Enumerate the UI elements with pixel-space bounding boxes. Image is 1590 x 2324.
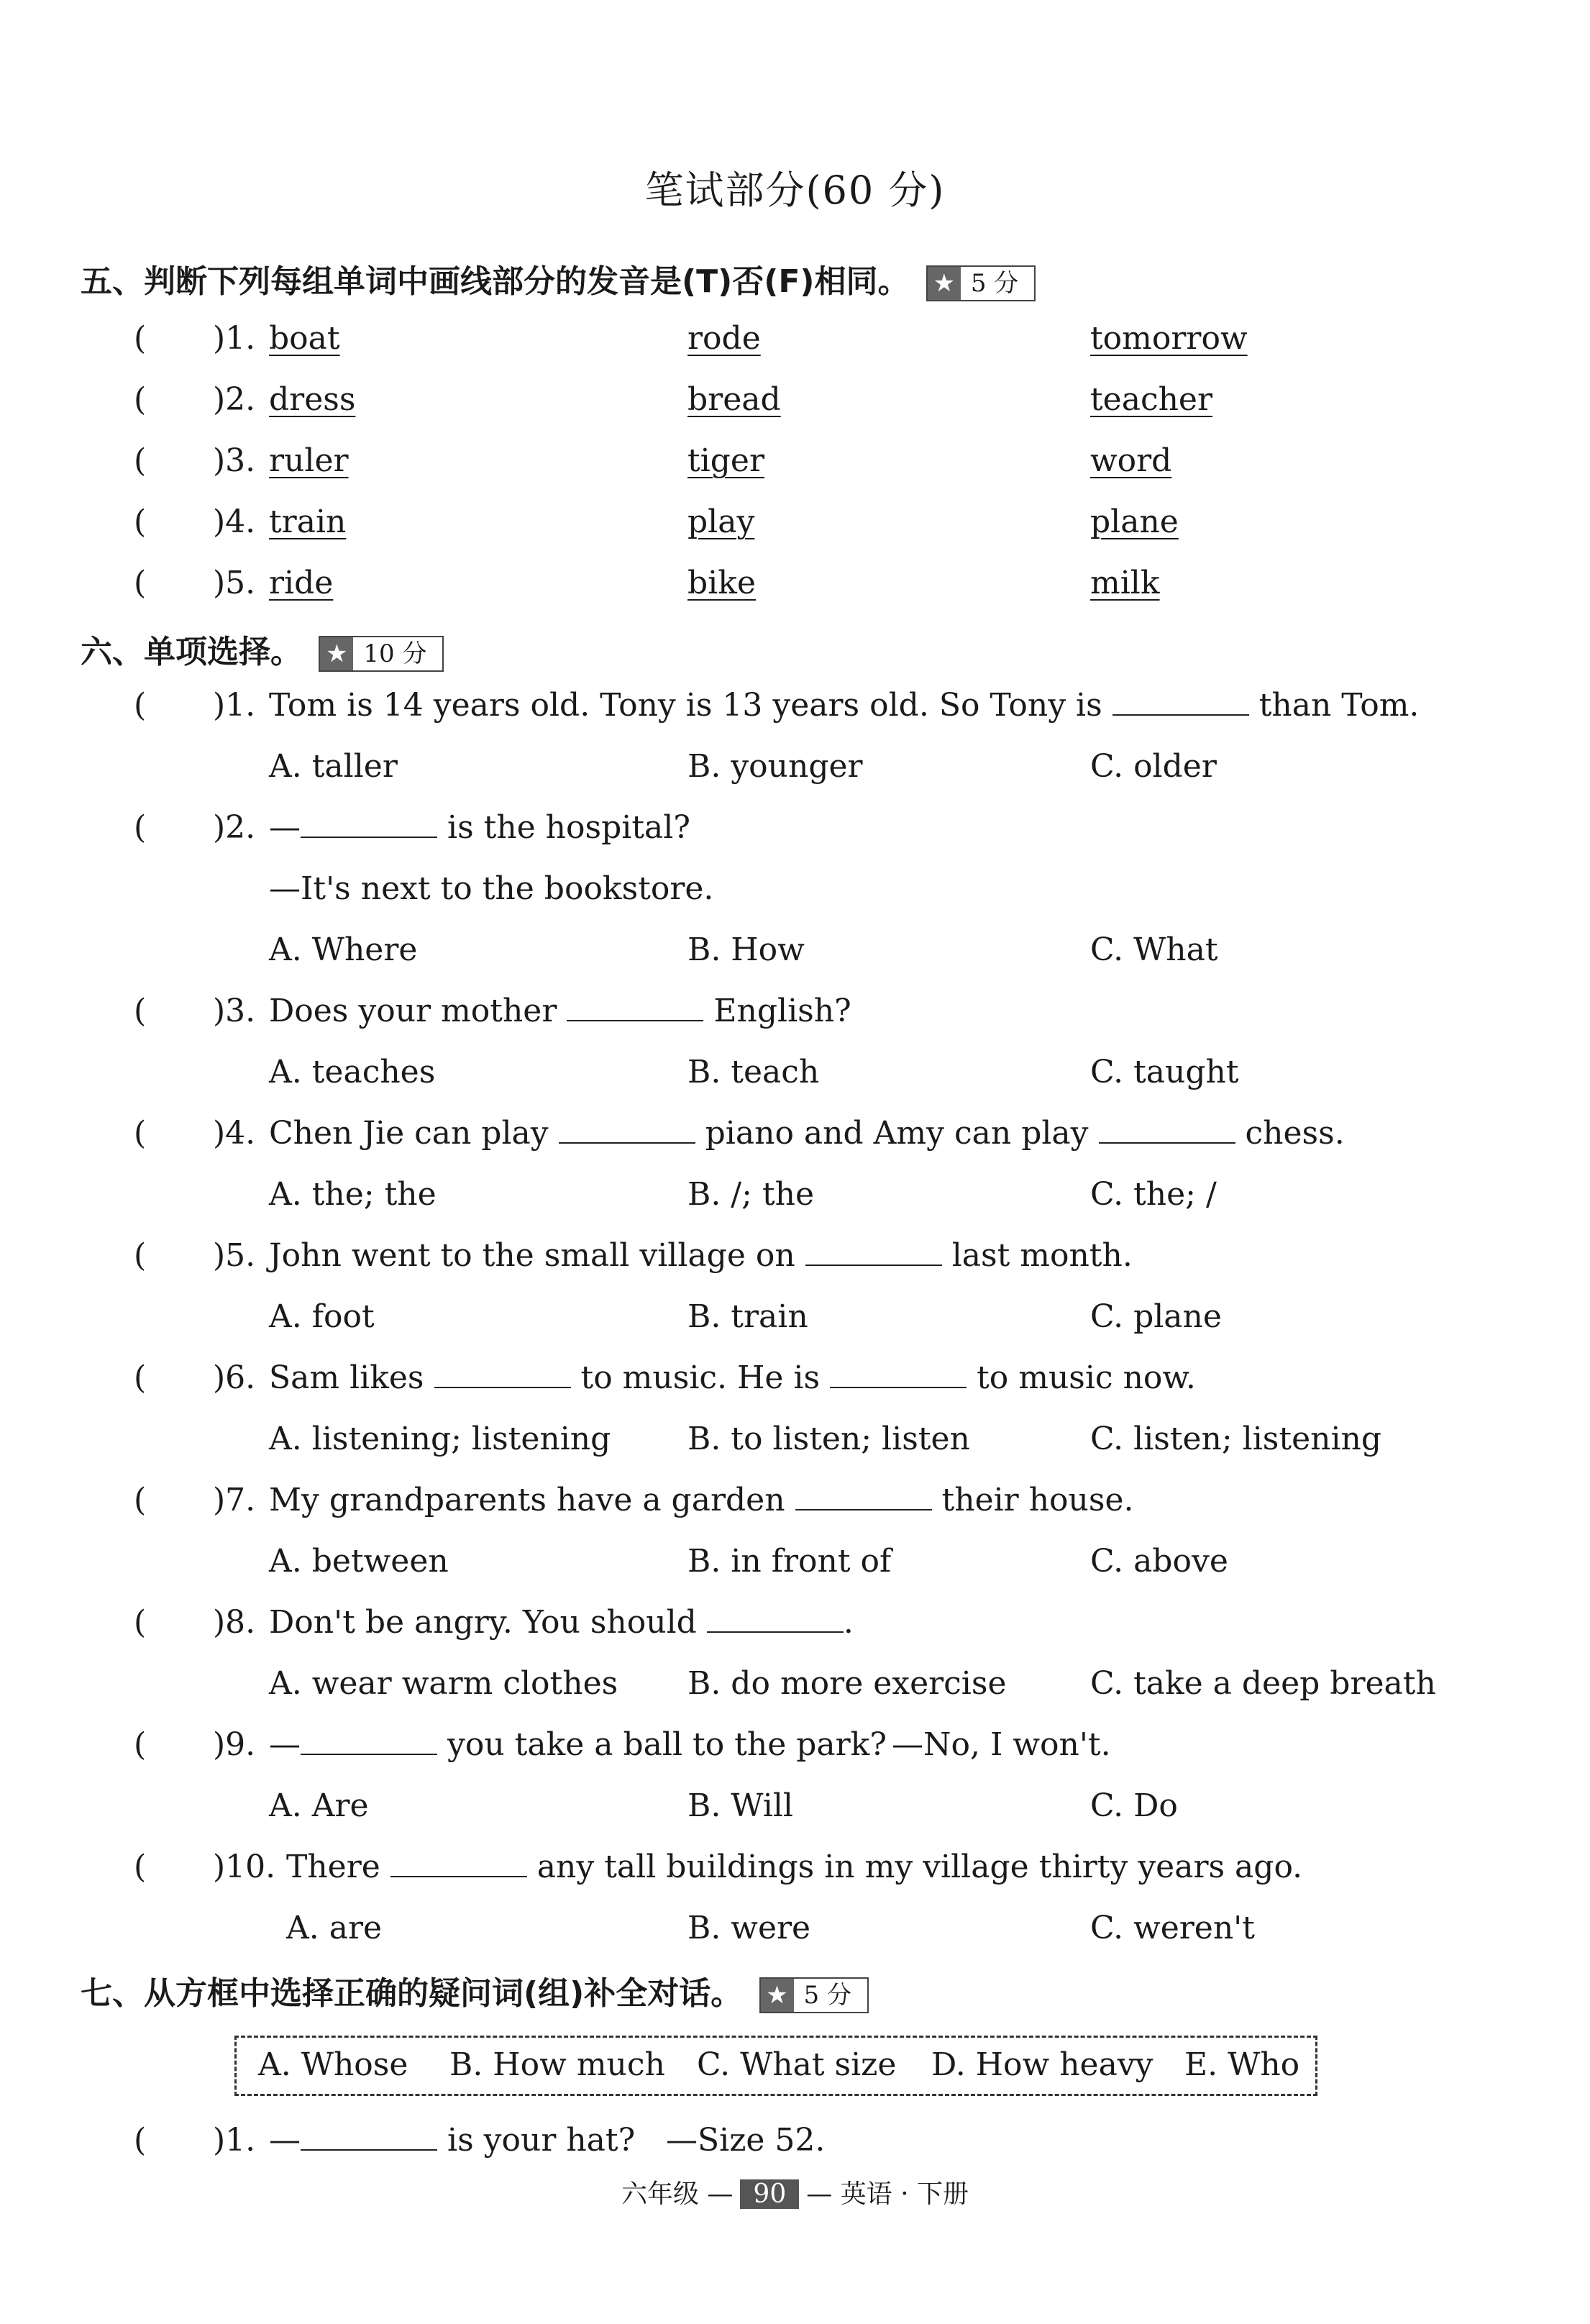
stem-text: is the hospital?	[447, 809, 690, 846]
stem-text: to music now.	[977, 1359, 1196, 1396]
stem-text: chess.	[1245, 1115, 1345, 1152]
answer-paren[interactable]: (	[134, 1115, 147, 1152]
section-7-heading	[81, 1967, 869, 2013]
question-stem	[269, 1115, 1345, 1152]
option-b[interactable]: B. younger	[687, 748, 863, 785]
question-stem	[269, 993, 851, 1029]
word-b: bike	[687, 565, 756, 601]
option-c[interactable]: C. taught	[1090, 1054, 1239, 1090]
score-badge	[926, 265, 1036, 301]
answer-paren[interactable]: (	[134, 565, 147, 601]
stem-text: their house.	[941, 1482, 1134, 1518]
answer-paren[interactable]: (	[134, 381, 147, 418]
answer-paren[interactable]: (	[134, 1482, 147, 1518]
option-a[interactable]: A. Where	[269, 931, 418, 968]
word-bank-box	[234, 2036, 1317, 2096]
stem-text: —	[269, 1726, 301, 1763]
star-icon: ★	[761, 1979, 794, 2012]
question-stem	[269, 1604, 854, 1641]
stem-text: Tom is 14 years old. Tony is 13 years old. So Tony is	[269, 687, 1102, 724]
word-bank-option[interactable]: A. Whose	[258, 2046, 408, 2083]
section-6-heading-text: 六、单项选择。	[81, 634, 302, 670]
score-badge	[759, 1977, 869, 2013]
option-a[interactable]: A. the; the	[269, 1176, 437, 1213]
option-b[interactable]: B. in front of	[687, 1543, 892, 1580]
answer-paren[interactable]: (	[134, 320, 147, 357]
stem-text: you take a ball to the park?	[447, 1726, 887, 1763]
option-c[interactable]: C. Do	[1090, 1787, 1178, 1824]
question-number: )1.	[213, 320, 256, 357]
question-stem	[269, 809, 690, 846]
question-number: )9.	[213, 1726, 256, 1763]
word-c: milk	[1090, 565, 1160, 601]
answer-paren[interactable]: (	[134, 1237, 147, 1274]
answer-blank[interactable]	[795, 1487, 932, 1510]
word-a: ruler	[269, 442, 349, 479]
option-a[interactable]: A. foot	[269, 1298, 375, 1335]
stem-text: than Tom.	[1258, 687, 1420, 724]
option-c[interactable]: C. weren't	[1090, 1910, 1255, 1946]
section-7-heading-text: 七、从方框中选择正确的疑问词(组)补全对话。	[81, 1975, 743, 2012]
page-footer	[0, 2174, 1590, 2210]
word-bank-option[interactable]: C. What size	[697, 2046, 897, 2083]
word-c: tomorrow	[1090, 320, 1248, 357]
word-bank-option[interactable]: D. How heavy	[931, 2046, 1153, 2083]
dialogue-reply: —It's next to the bookstore.	[269, 870, 714, 907]
section-5-heading	[81, 255, 1036, 301]
option-a[interactable]: A. Are	[269, 1787, 369, 1824]
page-number: 90	[740, 2179, 799, 2209]
option-c[interactable]: C. take a deep breath	[1090, 1665, 1436, 1702]
word-c: plane	[1090, 503, 1179, 540]
question-stem	[269, 1726, 887, 1763]
answer-blank[interactable]	[1099, 1121, 1235, 1144]
word-a: dress	[269, 381, 356, 418]
stem-text: is your hat?	[447, 2122, 636, 2159]
answer-paren[interactable]: (	[134, 1359, 147, 1396]
footer-grade: 六年级 —	[621, 2179, 734, 2209]
question-number: )8.	[213, 1604, 256, 1641]
answer-paren[interactable]: (	[134, 442, 147, 479]
answer-blank[interactable]	[301, 2128, 437, 2151]
stem-text: —	[269, 2122, 301, 2159]
word-b: rode	[687, 320, 761, 357]
question-number: )7.	[213, 1482, 256, 1518]
word-a: boat	[269, 320, 340, 357]
word-bank-option[interactable]: B. How much	[449, 2046, 665, 2083]
option-b[interactable]: B. How	[687, 931, 805, 968]
answer-paren[interactable]: (	[134, 687, 147, 724]
dialogue-reply: —No, I won't.	[892, 1726, 1111, 1763]
stem-text: Sam likes	[269, 1359, 424, 1396]
answer-paren[interactable]: (	[134, 993, 147, 1029]
question-number: )5.	[213, 565, 256, 601]
answer-paren[interactable]: (	[134, 809, 147, 846]
question-number: )2.	[213, 809, 256, 846]
question-number: )3.	[213, 442, 256, 479]
section-6-heading	[81, 626, 444, 672]
star-icon: ★	[928, 267, 961, 300]
option-c[interactable]: C. What	[1090, 931, 1218, 968]
answer-blank[interactable]	[805, 1243, 942, 1266]
answer-blank[interactable]	[434, 1365, 571, 1388]
question-stem	[269, 1359, 1196, 1396]
stem-text: last month.	[951, 1237, 1133, 1274]
option-c[interactable]: C. the; /	[1090, 1176, 1217, 1213]
option-b[interactable]: B. teach	[687, 1054, 820, 1090]
stem-text: Does your mother	[269, 993, 557, 1029]
answer-paren[interactable]: (	[134, 2122, 147, 2159]
question-number: )4.	[213, 503, 256, 540]
question-stem	[269, 1237, 1133, 1274]
word-b: play	[687, 503, 755, 540]
stem-text: John went to the small village on	[269, 1237, 795, 1274]
stem-text: to music. He is	[580, 1359, 821, 1396]
star-icon: ★	[320, 637, 353, 670]
question-number: )2.	[213, 381, 256, 418]
word-b: bread	[687, 381, 781, 418]
option-a[interactable]: A. between	[269, 1543, 449, 1580]
option-c[interactable]: C. listen; listening	[1090, 1421, 1382, 1457]
question-number: )10.	[213, 1849, 276, 1885]
option-a[interactable]: A. are	[286, 1910, 383, 1946]
answer-blank[interactable]	[559, 1121, 695, 1144]
answer-paren[interactable]: (	[134, 503, 147, 540]
option-c[interactable]: C. plane	[1090, 1298, 1222, 1335]
option-b[interactable]: B. Will	[687, 1787, 793, 1824]
option-b[interactable]: B. do more exercise	[687, 1665, 1007, 1702]
score-text: 5 分	[970, 269, 1019, 298]
question-stem	[269, 2122, 635, 2159]
stem-text: There	[286, 1849, 380, 1885]
option-c[interactable]: C. above	[1090, 1543, 1228, 1580]
question-stem	[286, 1849, 1302, 1885]
question-number: )1.	[213, 2122, 256, 2159]
answer-paren[interactable]: (	[134, 1726, 147, 1763]
score-text: 10 分	[363, 639, 427, 668]
answer-paren[interactable]: (	[134, 1604, 147, 1641]
answer-blank[interactable]	[301, 815, 437, 838]
question-number: )4.	[213, 1115, 256, 1152]
question-number: )1.	[213, 687, 256, 724]
word-c: teacher	[1090, 381, 1213, 418]
score-text: 5 分	[803, 1981, 851, 2010]
word-b: tiger	[687, 442, 764, 479]
answer-blank[interactable]	[301, 1732, 437, 1755]
word-a: ride	[269, 565, 334, 601]
stem-text: Chen Jie can play	[269, 1115, 549, 1152]
word-a: train	[269, 503, 347, 540]
option-a[interactable]: A. listening; listening	[269, 1421, 611, 1457]
page-title: 笔试部分(60 分)	[644, 168, 946, 213]
footer-subject: — 英语 · 下册	[806, 2179, 969, 2209]
stem-text: any tall buildings in my village thirty years ago.	[536, 1849, 1303, 1885]
dialogue-reply: —Size 52.	[666, 2122, 826, 2159]
score-badge	[319, 636, 444, 672]
answer-blank[interactable]	[1112, 693, 1249, 716]
question-number: )5.	[213, 1237, 256, 1274]
option-a[interactable]: A. taller	[269, 748, 398, 785]
section-5-heading-text: 五、判断下列每组单词中画线部分的发音是(T)否(F)相同。	[81, 263, 910, 300]
word-bank-option[interactable]: E. Who	[1184, 2046, 1300, 2083]
answer-blank[interactable]	[707, 1610, 844, 1633]
option-b[interactable]: B. were	[687, 1910, 811, 1946]
stem-text: .	[843, 1604, 854, 1641]
option-a[interactable]: A. teaches	[269, 1054, 436, 1090]
question-stem	[269, 1482, 1133, 1518]
answer-blank[interactable]	[830, 1365, 967, 1388]
option-b[interactable]: B. to listen; listen	[687, 1421, 970, 1457]
stem-text: Don't be angry. You should	[269, 1604, 697, 1641]
option-c[interactable]: C. older	[1090, 748, 1217, 785]
word-c: word	[1090, 442, 1172, 479]
question-number: )3.	[213, 993, 256, 1029]
answer-blank[interactable]	[390, 1854, 527, 1877]
stem-text: English?	[713, 993, 851, 1029]
option-a[interactable]: A. wear warm clothes	[269, 1665, 618, 1702]
question-stem	[269, 687, 1419, 724]
option-b[interactable]: B. train	[687, 1298, 808, 1335]
question-number: )6.	[213, 1359, 256, 1396]
stem-text: My grandparents have a garden	[269, 1482, 785, 1518]
option-b[interactable]: B. /; the	[687, 1176, 814, 1213]
stem-text: piano and Amy can play	[705, 1115, 1089, 1152]
stem-text: —	[269, 809, 301, 846]
answer-blank[interactable]	[567, 998, 703, 1021]
answer-paren[interactable]: (	[134, 1849, 147, 1885]
